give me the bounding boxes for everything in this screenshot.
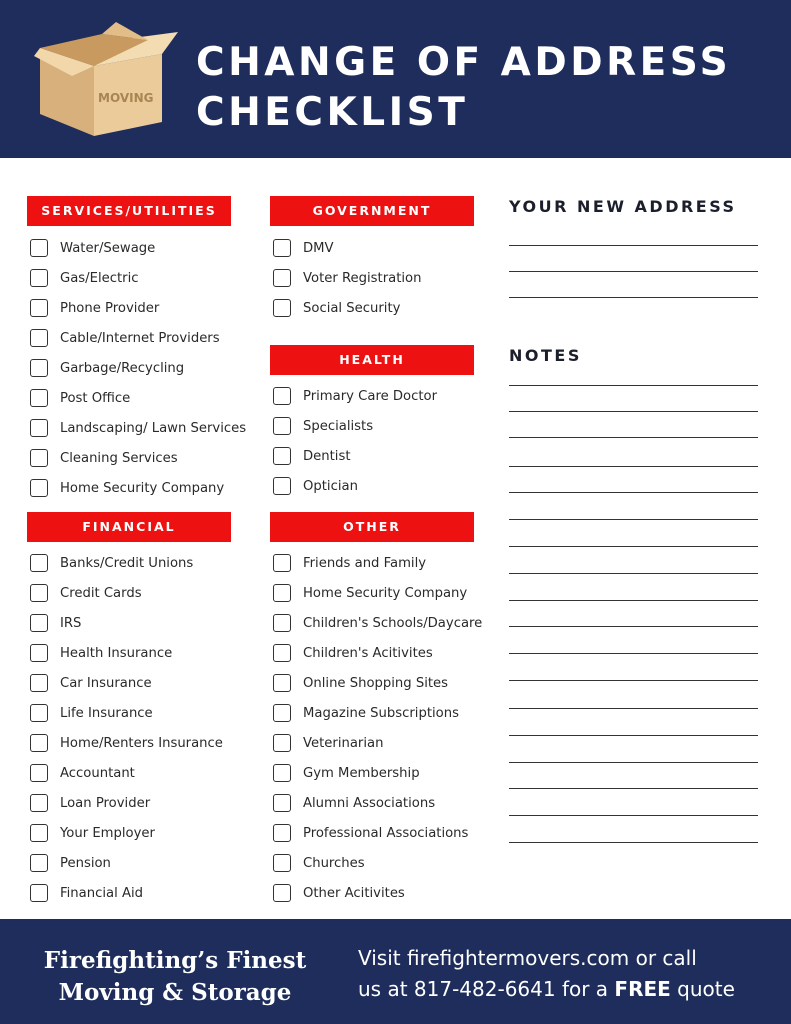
category-other [270, 512, 482, 908]
checkbox[interactable] [273, 764, 291, 782]
item-label: Specialists [303, 418, 374, 434]
item-label: Pension [60, 855, 111, 871]
checkbox[interactable] [30, 449, 48, 467]
checklist-item [270, 233, 474, 263]
notes-line[interactable] [509, 600, 758, 601]
checkbox[interactable] [30, 614, 48, 632]
item-label: Cleaning Services [60, 450, 178, 466]
checkbox[interactable] [273, 447, 291, 465]
item-label: Car Insurance [60, 675, 152, 691]
checklist-item [27, 818, 231, 848]
checkbox[interactable] [273, 554, 291, 572]
checklist-item [27, 728, 231, 758]
item-label: Loan Provider [60, 795, 151, 811]
checklist-item [27, 413, 246, 443]
checkbox[interactable] [30, 419, 48, 437]
item-label: Children's Schools/Daycare [303, 615, 483, 631]
checklist-item [27, 548, 231, 578]
item-label: Other Acitivites [303, 885, 405, 901]
checklist-item [270, 758, 482, 788]
checkbox[interactable] [273, 299, 291, 317]
checkbox[interactable] [30, 764, 48, 782]
header-banner [0, 0, 791, 158]
notes-line[interactable] [509, 788, 758, 789]
checkbox[interactable] [30, 239, 48, 257]
item-label: Friends and Family [303, 555, 427, 571]
checkbox[interactable] [273, 704, 291, 722]
checklist-item [270, 878, 482, 908]
checklist-item [270, 293, 474, 323]
checklist-item [270, 698, 482, 728]
checkbox[interactable] [273, 269, 291, 287]
notes-line[interactable] [509, 735, 758, 736]
address-line[interactable] [509, 297, 758, 298]
free-emphasis: FREE [614, 977, 671, 1001]
contact-phone-text: us at 817-482-6641 for a [358, 977, 615, 1001]
company-brand [30, 945, 320, 1009]
item-label: Health Insurance [60, 645, 173, 661]
brand-line-2: Moving & Storage [58, 979, 292, 1006]
checkbox[interactable] [30, 674, 48, 692]
checkbox[interactable] [273, 824, 291, 842]
category-financial [27, 512, 231, 908]
checkbox[interactable] [30, 734, 48, 752]
moving-box-icon [32, 18, 182, 140]
notes-line[interactable] [509, 815, 758, 816]
category-heading: GOVERNMENT [270, 196, 474, 226]
checkbox[interactable] [273, 614, 291, 632]
checklist-item [270, 578, 482, 608]
checkbox[interactable] [273, 734, 291, 752]
category-heading: HEALTH [270, 345, 474, 375]
notes-line[interactable] [509, 437, 758, 438]
item-label: Gas/Electric [60, 270, 139, 286]
item-label: Gym Membership [303, 765, 420, 781]
notes-line[interactable] [509, 842, 758, 843]
notes-line[interactable] [509, 573, 758, 574]
category-services [27, 196, 246, 503]
checkbox[interactable] [273, 854, 291, 872]
checklist-item [270, 638, 482, 668]
checklist-item [27, 668, 231, 698]
checklist-item [27, 263, 246, 293]
item-label: Post Office [60, 390, 131, 406]
checkbox[interactable] [30, 644, 48, 662]
item-label: DMV [303, 240, 334, 256]
brand-line-1: Firefighting’s Finest [43, 947, 307, 974]
checklist-item [270, 471, 474, 501]
item-label: Churches [303, 855, 365, 871]
category-heading: SERVICES/UTILITIES [27, 196, 231, 226]
checklist-item [27, 848, 231, 878]
checkbox[interactable] [30, 359, 48, 377]
checkbox[interactable] [273, 674, 291, 692]
address-line[interactable] [509, 271, 758, 272]
checkbox[interactable] [273, 477, 291, 495]
category-government [270, 196, 474, 323]
footer-banner [0, 919, 791, 1024]
checklist-item [270, 411, 474, 441]
checkbox[interactable] [273, 584, 291, 602]
item-label: Banks/Credit Unions [60, 555, 194, 571]
checkbox[interactable] [30, 329, 48, 347]
checklist-item [270, 608, 482, 638]
checklist-item [27, 878, 231, 908]
checkbox[interactable] [30, 389, 48, 407]
item-label: Veterinarian [303, 735, 384, 751]
notes-heading: NOTES [509, 346, 582, 365]
checklist-item [27, 473, 246, 503]
address-line[interactable] [509, 245, 758, 246]
checklist-item [270, 548, 482, 578]
notes-line[interactable] [509, 762, 758, 763]
checklist-item [270, 263, 474, 293]
item-label: Landscaping/ Lawn Services [60, 420, 247, 436]
notes-line[interactable] [509, 466, 758, 467]
contact-line-2 [358, 974, 778, 1005]
notes-line[interactable] [509, 653, 758, 654]
item-label: Primary Care Doctor [303, 388, 438, 404]
notes-line[interactable] [509, 492, 758, 493]
checkbox[interactable] [30, 884, 48, 902]
item-label: Financial Aid [60, 885, 143, 901]
checkbox[interactable] [30, 299, 48, 317]
notes-line[interactable] [509, 626, 758, 627]
item-label: Magazine Subscriptions [303, 705, 459, 721]
checkbox[interactable] [273, 884, 291, 902]
checklist-item [27, 233, 246, 263]
item-label: Professional Associations [303, 825, 469, 841]
checkbox[interactable] [273, 387, 291, 405]
item-label: Cable/Internet Providers [60, 330, 220, 346]
category-heading: OTHER [270, 512, 474, 542]
notes-line[interactable] [509, 680, 758, 681]
checklist-item [270, 818, 482, 848]
contact-line-1: Visit firefightermovers.com or call [358, 946, 697, 970]
item-label: Home Security Company [60, 480, 225, 496]
checklist-item [27, 788, 231, 818]
item-label: Water/Sewage [60, 240, 156, 256]
title-line-2: CHECKLIST [196, 90, 469, 135]
checkbox[interactable] [30, 794, 48, 812]
checklist-item [270, 441, 474, 471]
item-label: Online Shopping Sites [303, 675, 449, 691]
checkbox[interactable] [30, 584, 48, 602]
checkbox[interactable] [30, 824, 48, 842]
checkbox[interactable] [273, 417, 291, 435]
checklist-item [270, 728, 482, 758]
checklist-item [270, 848, 482, 878]
new-address-heading: YOUR NEW ADDRESS [509, 197, 737, 216]
item-label: Phone Provider [60, 300, 160, 316]
checklist-item [27, 608, 231, 638]
checkbox[interactable] [273, 644, 291, 662]
checklist-item [27, 323, 246, 353]
item-label: Home Security Company [303, 585, 468, 601]
item-label: Life Insurance [60, 705, 153, 721]
notes-line[interactable] [509, 708, 758, 709]
item-label: Credit Cards [60, 585, 142, 601]
item-label: IRS [60, 615, 82, 631]
item-label: Optician [303, 478, 358, 494]
category-heading: FINANCIAL [27, 512, 231, 542]
category-health [270, 345, 474, 501]
checklist-item [270, 381, 474, 411]
checklist-item [27, 638, 231, 668]
item-label: Garbage/Recycling [60, 360, 185, 376]
notes-line[interactable] [509, 411, 758, 412]
notes-line[interactable] [509, 546, 758, 547]
item-label: Voter Registration [303, 270, 422, 286]
box-label: MOVING [98, 91, 154, 105]
item-label: Home/Renters Insurance [60, 735, 223, 751]
item-label: Your Employer [60, 825, 155, 841]
quote-text: quote [670, 977, 735, 1001]
checklist-item [27, 383, 246, 413]
checklist-item [27, 758, 231, 788]
item-label: Alumni Associations [303, 795, 436, 811]
checklist-item [270, 668, 482, 698]
checkbox[interactable] [30, 554, 48, 572]
checklist-item [27, 293, 246, 323]
checkbox[interactable] [273, 239, 291, 257]
page-title [196, 38, 731, 138]
item-label: Children's Acitivites [303, 645, 433, 661]
notes-line[interactable] [509, 385, 758, 386]
checkbox[interactable] [273, 794, 291, 812]
item-label: Dentist [303, 448, 351, 464]
checklist-item [27, 353, 246, 383]
item-label: Social Security [303, 300, 401, 316]
notes-line[interactable] [509, 519, 758, 520]
checklist-item [27, 698, 231, 728]
checklist-item [27, 578, 231, 608]
checkbox[interactable] [30, 269, 48, 287]
contact-text [358, 943, 778, 1005]
checkbox[interactable] [30, 479, 48, 497]
item-label: Accountant [60, 765, 135, 781]
checkbox[interactable] [30, 854, 48, 872]
checklist-item [27, 443, 246, 473]
title-line-1: CHANGE OF ADDRESS [196, 40, 732, 85]
checklist-item [270, 788, 482, 818]
checkbox[interactable] [30, 704, 48, 722]
